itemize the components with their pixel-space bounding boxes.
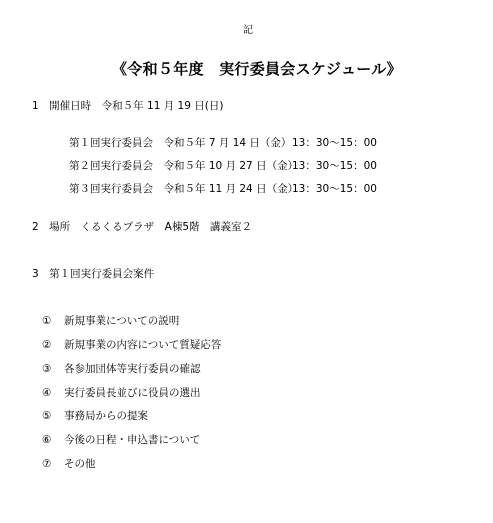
- agenda-text: その他: [64, 458, 96, 470]
- meeting-time: 13：30～15：00: [292, 160, 377, 172]
- agenda-item: [42, 316, 179, 327]
- agenda-item: [42, 340, 221, 351]
- agenda-number: ③: [42, 363, 52, 375]
- meeting-row: [69, 161, 377, 172]
- agenda-item: [42, 388, 201, 399]
- meeting-row: [69, 184, 377, 195]
- agenda-number: ⑦: [42, 458, 52, 470]
- agenda-item: [42, 364, 201, 375]
- meeting-row: [69, 138, 377, 149]
- heading-ki: 記: [243, 25, 253, 36]
- agenda-text: 事務局からの提案: [64, 410, 148, 422]
- meeting-date: 第３回実行委員会 令和５年 11 月 24 日（金）: [69, 183, 299, 195]
- meeting-time: 13：30～15：00: [292, 137, 377, 149]
- agenda-number: ①: [42, 315, 52, 327]
- agenda-text: 実行委員長並びに役員の選出: [64, 387, 201, 399]
- document-title: 《令和５年度 実行委員会スケジュール》: [112, 60, 402, 78]
- meeting-date: 第２回実行委員会 令和５年 10 月 27 日（金）: [69, 160, 299, 172]
- meeting-time: 13：30～15：00: [292, 183, 377, 195]
- section2-label: 2 場所 くるくるプラザ A棟5階 講義室２: [32, 221, 253, 233]
- agenda-item: [42, 435, 200, 446]
- agenda-item: [42, 411, 148, 422]
- agenda-number: ②: [42, 339, 52, 351]
- agenda-number: ④: [42, 387, 52, 399]
- agenda-text: 新規事業の内容について質疑応答: [64, 339, 222, 351]
- agenda-text: 今後の日程・申込書について: [64, 434, 201, 446]
- section1-label: 1 開催日時 令和５年 11 月 19 日(日): [32, 100, 224, 112]
- section3-label: 3 第１回実行委員会案件: [32, 268, 155, 280]
- agenda-item: [42, 459, 96, 470]
- meeting-date: 第１回実行委員会 令和５年 7 月 14 日（金）: [69, 137, 292, 149]
- agenda-text: 新規事業についての説明: [64, 315, 180, 327]
- agenda-text: 各参加団体等実行委員の確認: [64, 363, 201, 375]
- agenda-number: ⑥: [42, 434, 52, 446]
- agenda-number: ⑤: [42, 410, 52, 422]
